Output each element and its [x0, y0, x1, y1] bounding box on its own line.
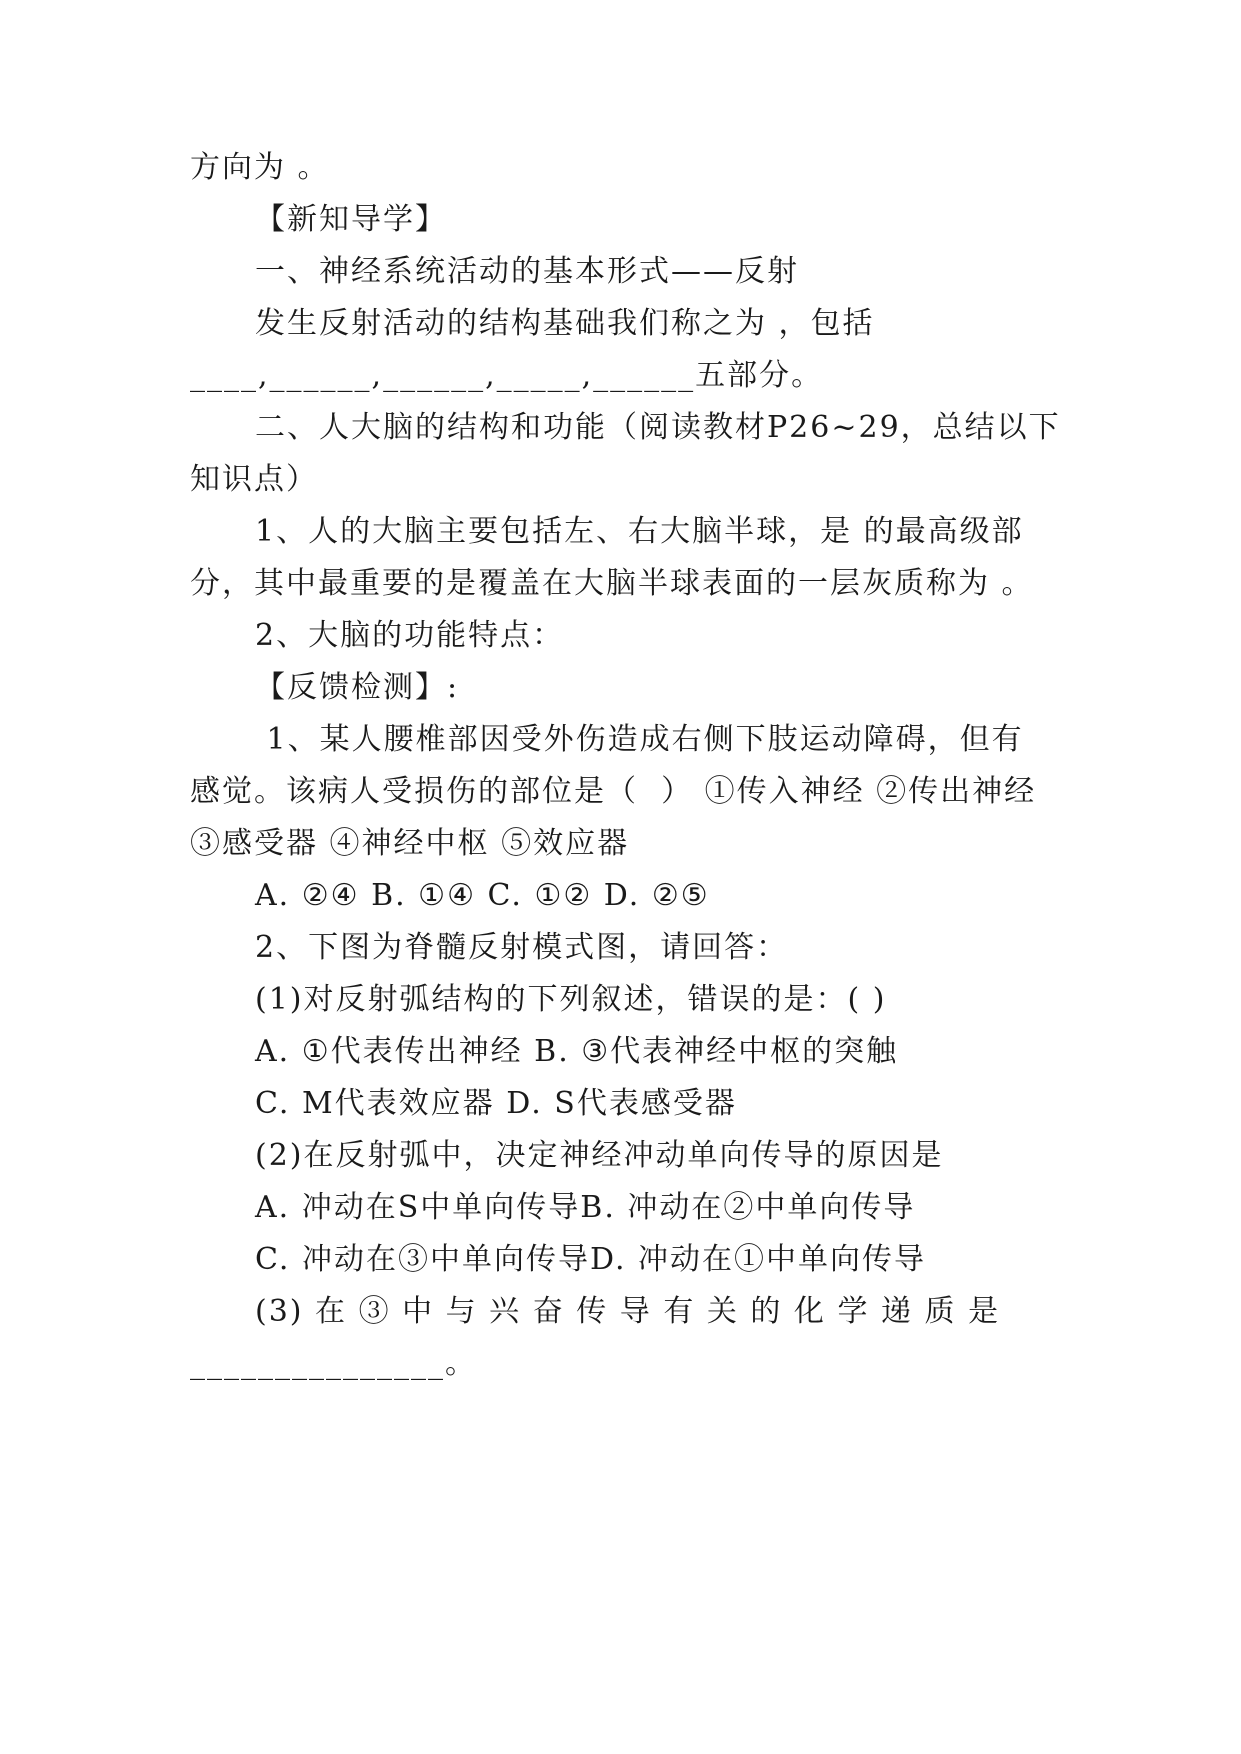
text-line-brain-2: 分，其中最重要的是覆盖在大脑半球表面的一层灰质称为 。 — [190, 566, 1034, 601]
question-1-line-3: ③感受器 ④神经中枢 ⑤效应器 — [190, 826, 630, 861]
question-2-part-2: (2)在反射弧中，决定神经冲动单向传导的原因是 — [255, 1138, 944, 1173]
question-1-line-1: 1、某人腰椎部因受外伤造成右侧下肢运动障碍，但有 — [255, 722, 1024, 757]
question-2-part-3: (3) 在 ③ 中 与 兴 奋 传 导 有 关 的 化 学 递 质 是 — [255, 1294, 1001, 1329]
text-line-reflex-arc: 发生反射活动的结构基础我们称之为 ，包括 — [255, 306, 875, 341]
section-heading-new-knowledge: 【新知导学】 — [255, 202, 447, 237]
question-1-options: A. ②④ B. ①④ C. ①② D. ②⑤ — [255, 878, 710, 913]
question-2-part-1: (1)对反射弧结构的下列叙述，错误的是：( ) — [255, 982, 887, 1017]
question-2-part-2-options-ab: A. 冲动在S中单向传导B. 冲动在②中单向传导 — [255, 1190, 916, 1225]
question-2-part-1-options-ab: A. ①代表传出神经 B. ③代表神经中枢的突触 — [255, 1034, 899, 1069]
section-heading-brain: 二、人大脑的结构和功能（阅读教材P26~29，总结以下 — [255, 410, 1061, 445]
section-heading-feedback: 【反馈检测】: — [255, 670, 460, 705]
question-2-part-3-blank: _______________。 — [190, 1346, 477, 1381]
text-line-knowledge-points: 知识点） — [190, 462, 318, 497]
question-1-line-2: 感觉。该病人受损伤的部位是（ ） ①传入神经 ②传出神经 — [190, 774, 1037, 809]
text-line-blanks: ____,______,______,_____,______五部分。 — [190, 358, 824, 393]
text-line-1: 方向为 。 — [190, 150, 330, 185]
text-line-brain-1: 1、人的大脑主要包括左、右大脑半球，是 的最高级部 — [255, 514, 1024, 549]
question-2-stem: 2、下图为脊髓反射模式图，请回答： — [255, 930, 789, 965]
question-2-part-2-options-cd: C. 冲动在③中单向传导D. 冲动在①中单向传导 — [255, 1242, 927, 1277]
section-heading-reflex: 一、神经系统活动的基本形式——反射 — [255, 254, 799, 289]
question-2-part-1-options-cd: C. M代表效应器 D. S代表感受器 — [255, 1086, 737, 1121]
text-line-brain-function: 2、大脑的功能特点： — [255, 618, 565, 653]
